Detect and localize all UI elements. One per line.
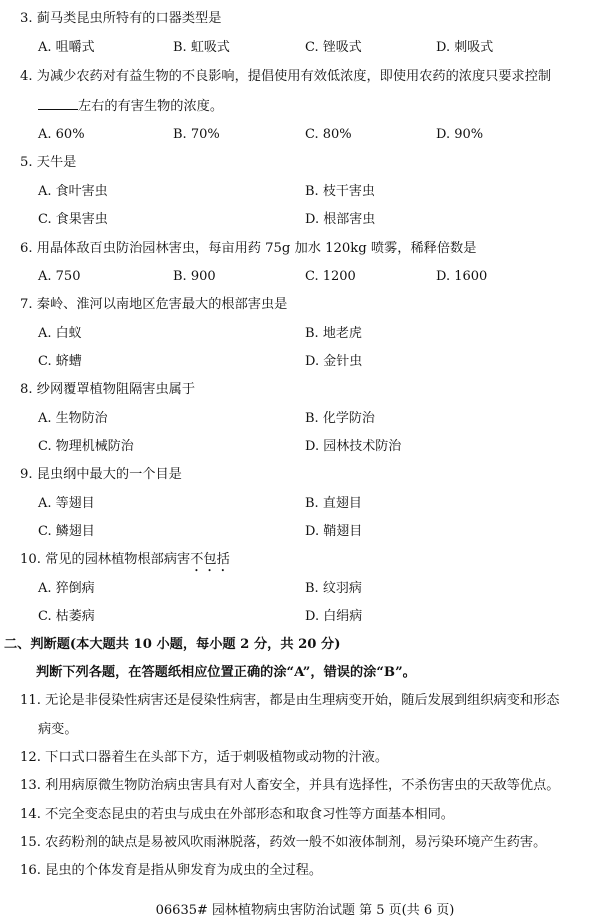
q7-option-a: A. 白蚁	[38, 326, 82, 341]
q7-option-c: C. 蛴螬	[38, 354, 82, 369]
q5-option-c: C. 食果害虫	[38, 212, 108, 227]
q9-option-d: D. 鞘翅目	[305, 524, 363, 539]
q5-option-b: B. 枝干害虫	[305, 184, 375, 199]
q15: 15. 农药粉剂的缺点是易被风吹雨淋脱落，药效一般不如液体制剂，易污染环境产生药害。	[20, 835, 547, 850]
q6-option-a: A. 750	[38, 269, 81, 284]
q8-option-c: C. 物理机械防治	[38, 439, 134, 454]
q10-option-d: D. 白绢病	[305, 609, 363, 624]
q3-option-d: D. 刺吸式	[436, 40, 494, 55]
q5-option-d: D. 根部害虫	[305, 212, 376, 227]
q9-option-b: B. 直翅目	[305, 496, 362, 511]
q3-option-a: A. 咀嚼式	[38, 40, 95, 55]
q14: 14. 不完全变态昆虫的若虫与成虫在外部形态和取食习性等方面基本相同。	[20, 807, 454, 822]
q11-line1: 11. 无论是非侵染性病害还是侵染性病害，都是由生理病变开始，随后发展到组织病变和形态	[20, 693, 560, 708]
q8-stem: 8. 纱网覆罩植物阻隔害虫属于	[20, 382, 196, 397]
section-title: 二、判断题(本大题共 10 小题，每小题 2 分，共 20 分)	[4, 637, 341, 652]
q10-stem: 10. 常见的园林植物根部病害不包括	[20, 552, 230, 567]
q3-option-b: B. 虹吸式	[173, 40, 230, 55]
q10-option-b: B. 纹羽病	[305, 581, 362, 596]
q6-option-d: D. 1600	[436, 269, 488, 284]
q8-option-a: A. 生物防治	[38, 411, 108, 426]
q3-stem: 3. 蓟马类昆虫所特有的口器类型是	[20, 11, 222, 26]
q4-stem-line2: 左右的有害生物的浓度。	[38, 97, 223, 116]
q6-stem: 6. 用晶体敌百虫防治园林害虫，每亩用药 75g 加水 120kg 喷雾，稀释倍数是	[20, 241, 477, 256]
answer-blank	[38, 97, 78, 110]
q7-option-b: B. 地老虎	[305, 326, 362, 341]
q4-option-a: A. 60%	[38, 127, 85, 142]
q4-option-b: B. 70%	[173, 127, 220, 142]
q9-option-a: A. 等翅目	[38, 496, 95, 511]
q4-option-c: C. 80%	[305, 127, 352, 142]
q4-option-d: D. 90%	[436, 127, 484, 142]
q3-option-c: C. 锉吸式	[305, 40, 362, 55]
q7-option-d: D. 金针虫	[305, 354, 363, 369]
section-instruction: 判断下列各题，在答题纸相应位置正确的涂“A”，错误的涂“B”。	[36, 665, 416, 680]
q5-stem: 5. 天牛是	[20, 155, 77, 170]
page-footer: 06635# 园林植物病虫害防治试题 第 5 页(共 6 页)	[155, 903, 455, 918]
q16: 16. 昆虫的个体发育是指从卵发育为成虫的全过程。	[20, 863, 323, 878]
q13: 13. 利用病原微生物防治病虫害具有对人畜安全，并具有选择性，不杀伤害虫的天敌等优点。	[20, 778, 560, 793]
q11-line2: 病变。	[38, 722, 78, 737]
emphasis-text: 不包括	[190, 552, 230, 567]
q12: 12. 下口式口器着生在头部下方，适于刺吸植物或动物的汁液。	[20, 750, 389, 765]
q5-option-a: A. 食叶害虫	[38, 184, 108, 199]
q4-stem-line1: 4. 为减少农药对有益生物的不良影响，提倡使用有效低浓度，即使用农药的浓度只要求控制	[20, 69, 552, 84]
q10-option-a: A. 猝倒病	[38, 581, 95, 596]
q9-stem: 9. 昆虫纲中最大的一个目是	[20, 467, 182, 482]
q8-option-b: B. 化学防治	[305, 411, 375, 426]
q6-option-c: C. 1200	[305, 269, 356, 284]
q6-option-b: B. 900	[173, 269, 216, 284]
q10-option-c: C. 枯萎病	[38, 609, 95, 624]
q9-option-c: C. 鳞翅目	[38, 524, 95, 539]
q8-option-d: D. 园林技术防治	[305, 439, 402, 454]
q7-stem: 7. 秦岭、淮河以南地区危害最大的根部害虫是	[20, 297, 288, 312]
